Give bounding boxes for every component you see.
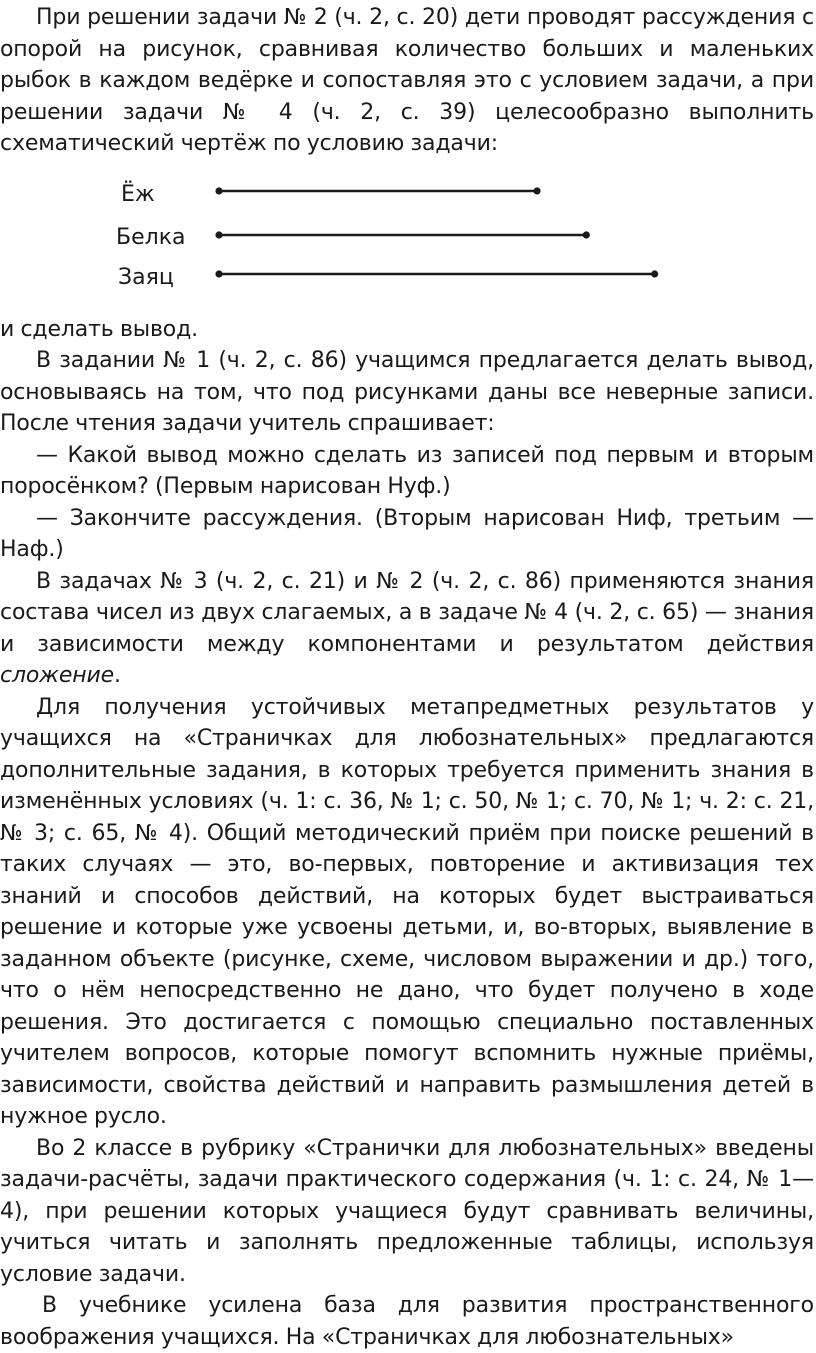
paragraph-spatial: В учебнике усилена база для развития пространственного воображения учащихся. На «Страничках для любознательных» xyxy=(0,1293,814,1350)
segment-label-squirrel: Белка xyxy=(116,225,186,250)
paragraph-grade-2: Во 2 классе в рубрику «Странички для любознательных» введены задачи-расчёты, задачи практического содержания (ч. 1: с. 24, № 1—4), при решении которых учащиеся будут сравнивать величины, учиться читать и заполнять предложенные таблицы, используя условие задачи. xyxy=(0,1135,814,1287)
paragraph-metasubject: Для получения устойчивых метапредметных результатов у учащихся на «Страничках для любознательных» предлагаются дополнительные задания, в которых требуется применить знания в изменённых условиях (ч. 1: с. 36, № 1; с. 50, № 1; с. 70, № 1; ч. 2: с. 21, № 3; с. 65, № 4). Общий методический приём при поиске решений в таких случаях — это, во-первых, повторение и активизация тех знаний и способов действий, на которых будет выстраиваться решение и которые уже усвоены детьми, и, во-вторых, выявление в заданном объекте (рисунке, схеме, числовом выражении и др.) того, что о нём непосредственно не дано, что будет получено в ходе решения. Это достигается с помощью специально поставленных учителем вопросов, которые помогут вспомнить нужные приёмы, зависимости, свойства действий и направить размышления детей в нужное русло. xyxy=(0,694,814,1129)
segment-endpoint-hedgehog-start xyxy=(215,187,222,194)
segment-endpoint-squirrel-start xyxy=(215,231,222,238)
paragraph-question-1: — Какой вывод можно сделать из записей под первым и вторым поросёнком? (Первым нарисован Нуф.) xyxy=(0,442,814,499)
segment-endpoint-hare-end xyxy=(651,270,658,277)
paragraph-task-1: В задании № 1 (ч. 2, с. 86) учащимся предлагается делать вывод, основываясь на том, что под рисунками даны все неверные записи. После чтения задачи учитель спрашивает: xyxy=(0,348,814,436)
segments-svg xyxy=(0,170,816,305)
paragraph-question-2: — Закончите рассуждения. (Вторым нарисован Ниф, третьим — Наф.) xyxy=(0,505,814,562)
paragraph-tasks-text: В задачах № 3 (ч. 2, с. 21) и № 2 (ч. 2, с. 86) применяются знания состава чисел из двух слагаемых, а в задаче № 4 (ч. 2, с. 65) — знания и зависимости между компонентами и результатом действия xyxy=(0,568,814,657)
segment-endpoint-squirrel-end xyxy=(583,231,590,238)
segment-endpoint-hedgehog-end xyxy=(533,187,540,194)
segment-endpoint-hare-start xyxy=(215,270,222,277)
emphasis-addition: сложение xyxy=(0,663,114,688)
body-text xyxy=(0,345,814,1353)
paragraph-tasks-end: . xyxy=(114,663,121,688)
segment-label-hedgehog: Ёж xyxy=(121,182,155,207)
schematic-drawing xyxy=(0,170,816,305)
paragraph-tasks-3-2-4 xyxy=(0,566,814,692)
intro-paragraph: При решении задачи № 2 (ч. 2, с. 20) дети проводят рассуждения с опорой на рисунок, сравнивая количество больших и маленьких рыбок в каждом ведёрке и сопоставляя это с условием задачи, а при решении задачи № 4 (ч. 2, с. 39) целесообразно выполнить схематический чертёж по условию задачи: xyxy=(0,5,814,156)
conclusion-line: и сделать вывод. xyxy=(0,317,199,342)
segment-label-hare: Заяц xyxy=(118,265,174,290)
